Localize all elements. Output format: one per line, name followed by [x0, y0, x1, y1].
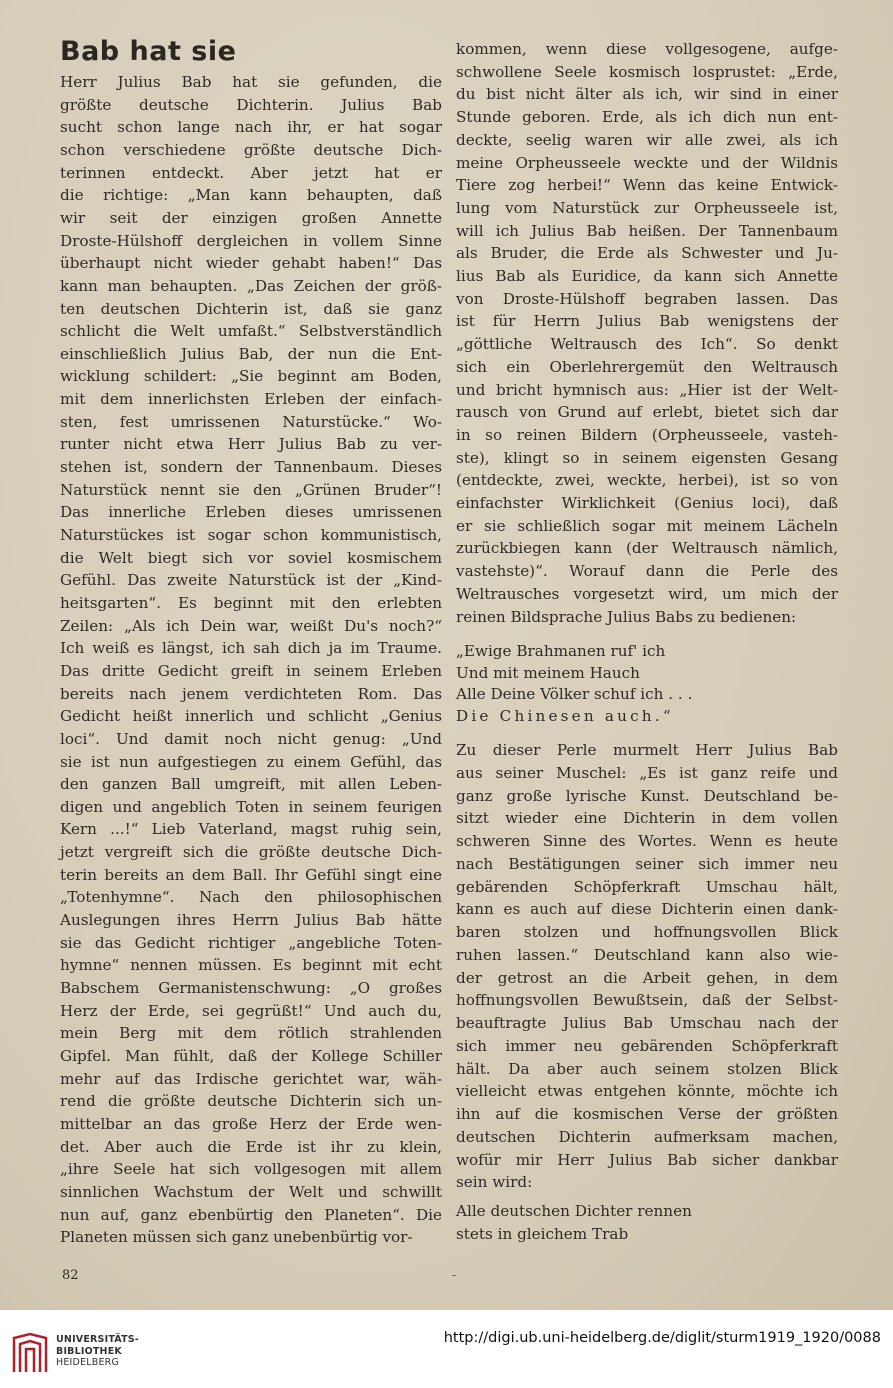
text-line: Droste-Hülshoff dergleichen in vollem Sinne	[60, 231, 442, 250]
text-line: er sie schließlich sogar mit meinem Lächeln	[456, 516, 838, 535]
text-line: ruhen lassen.“ Deutschland kann also wie-	[456, 945, 838, 964]
text-line: Und mit meinem Hauch	[456, 663, 640, 682]
text-line: runter nicht etwa Herr Julius Bab zu ver-	[60, 435, 442, 454]
text-line: wofür mir Herr Julius Bab sicher dankbar	[456, 1150, 838, 1169]
article-title: Bab hat sie	[60, 36, 237, 67]
text-line: der getrost an die Arbeit gehen, in dem	[456, 968, 838, 987]
text-line: Ich weiß es längst, ich sah dich ja im Traume.	[60, 639, 442, 658]
text-line: Naturstückes ist sogar schon kommunistisch,	[60, 526, 442, 544]
text-line: Das dritte Gedicht greift in seinem Erleben	[60, 661, 442, 680]
text-line: loci“. Und damit noch nicht genug: „Und	[60, 729, 442, 748]
text-line: mehr auf das Irdische gerichtet war, wäh-	[60, 1069, 442, 1088]
text-line: vielleicht etwas entgehen könnte, möchte ich	[456, 1082, 838, 1101]
text-line: will ich Julius Bab heißen. Der Tannenbaum	[456, 221, 838, 240]
text-line: Planeten müssen sich ganz unebenbürtig vor-	[60, 1228, 413, 1247]
text-line: einfachster Wirklichkeit (Genius loci), daß	[456, 494, 838, 512]
text-line: kann es auch auf diese Dichterin einen dank-	[456, 900, 838, 919]
text-line: Naturstück nennt sie den „Grünen Bruder“!	[60, 480, 442, 499]
text-line: sinnlichen Wachstum der Welt und schwillt	[60, 1182, 442, 1201]
text-line: „göttliche Weltrausch des Ich“. So denkt	[456, 335, 838, 354]
library-name	[56, 1334, 139, 1369]
text-line: als Bruder, die Erde als Schwester und Ju-	[456, 244, 838, 263]
corner-mark: -	[452, 1268, 457, 1282]
text-line: wir seit der einzigen großen Annette	[60, 208, 442, 227]
text-line: baren stolzen und hoffnungsvollen Blick	[456, 923, 838, 941]
text-line: Alle deutschen Dichter rennen	[456, 1202, 692, 1220]
text-line: Alle Deine Völker schuf ich . . .	[456, 685, 693, 703]
library-line-2: BIBLIOTHEK	[56, 1345, 122, 1357]
text-line: in so reinen Bildern (Orpheusseele, vasteh-	[456, 425, 838, 444]
text-line: sein wird:	[456, 1173, 533, 1192]
text-line: kommen, wenn diese vollgesogene, aufge-	[456, 40, 838, 58]
text-line: schweren Sinne des Wortes. Wenn es heute	[456, 832, 838, 850]
text-line: Kern ...!“ Lieb Vaterland, magst ruhig sein,	[60, 820, 442, 839]
text-line: reinen Bildsprache Julius Babs zu bedienen:	[456, 607, 797, 626]
text-line: du bist nicht älter als ich, wir sind in einer	[456, 85, 838, 104]
text-line: gebärenden Schöpferkraft Umschau hält,	[456, 877, 838, 896]
text-line: „ihre Seele hat sich vollgesogen mit allem	[60, 1160, 442, 1179]
text-line: Die Chinesen auch.“	[456, 706, 674, 725]
text-line: ten deutschen Dichterin ist, daß sie ganz	[60, 299, 442, 318]
text-line: terin bereits an dem Ball. Ihr Gefühl singt eine	[60, 865, 442, 884]
text-line: Gefühl. Das zweite Naturstück ist der „Kind-	[60, 571, 442, 590]
text-line: Herz der Erde, sei gegrüßt!“ Und auch du,	[60, 1001, 442, 1020]
text-line: überhaupt nicht wieder gehabt haben!“ Das	[60, 254, 442, 273]
text-line: meine Orpheusseele weckte und der Wildnis	[456, 153, 838, 172]
text-line: stets in gleichem Trab	[456, 1224, 629, 1243]
text-line: sten, fest umrissenen Naturstücke.“ Wo-	[60, 412, 442, 431]
text-line: Babschem Germanistenschwung: „O großes	[60, 979, 442, 997]
text-line: schlicht die Welt umfaßt.“ Selbstverständlich	[60, 322, 442, 341]
text-line: nun auf, ganz ebenbürtig den Planeten“. Die	[60, 1205, 442, 1224]
text-line: Auslegungen ihres Herrn Julius Bab hätte	[60, 911, 442, 930]
text-line: ste), klingt so in seinem eigensten Gesang	[456, 448, 838, 467]
text-line: die Welt biegt sich vor soviel kosmischem	[60, 548, 442, 567]
text-line: zurückbiegen kann (der Weltrausch nämlich,	[456, 539, 838, 558]
text-line: einschließlich Julius Bab, der nun die Ent-	[60, 344, 442, 363]
text-line: digen und angeblich Toten in seinem feurigen	[60, 797, 442, 816]
text-line: Zu dieser Perle murmelt Herr Julius Bab	[456, 741, 838, 759]
university-library-logo-icon	[10, 1332, 50, 1374]
text-line: die richtige: „Man kann behaupten, daß	[60, 186, 442, 205]
text-line: mein Berg mit dem rötlich strahlenden	[60, 1024, 442, 1043]
text-line: „Ewige Brahmanen ruf' ich	[456, 642, 666, 660]
text-line: von Droste-Hülshoff begraben lassen. Das	[456, 289, 838, 308]
text-line: hält. Da aber auch seinem stolzen Blick	[456, 1059, 838, 1078]
text-line: nach Bestätigungen seiner sich immer neu	[456, 854, 838, 873]
text-line: mit dem innerlichsten Erleben der einfach-	[60, 390, 442, 409]
text-line: und bricht hymnisch aus: „Hier ist der Welt-	[456, 380, 838, 399]
text-line: lius Bab als Euridice, da kann sich Annette	[456, 267, 838, 285]
text-line: deutschen Dichterin aufmerksam machen,	[456, 1127, 838, 1146]
footer-bar	[0, 1310, 893, 1388]
text-line: hymne“ nennen müssen. Es beginnt mit echt	[60, 956, 442, 975]
text-line: größte deutsche Dichterin. Julius Bab	[60, 95, 442, 114]
text-line: „Totenhymne“. Nach den philosophischen	[60, 888, 442, 907]
text-line: ganz große lyrische Kunst. Deutschland be-	[456, 786, 838, 805]
text-line: heitsgarten“. Es beginnt mit den erlebten	[60, 593, 442, 612]
text-line: sie ist nun aufgestiegen zu einem Gefühl, das	[60, 752, 442, 771]
text-line: (entdeckte, zwei, weckte, herbei), ist so von	[456, 471, 838, 490]
text-line: deckte, seelig waren wir alle zwei, als ich	[456, 130, 838, 149]
library-line-1: UNIVERSITÄTS-	[56, 1334, 139, 1345]
text-line: mittelbar an das große Herz der Erde wen-	[60, 1114, 442, 1133]
text-line: jetzt vergreift sich die größte deutsche Dich-	[60, 843, 442, 862]
text-line: Stunde geboren. Erde, als ich dich nun ent-	[456, 108, 838, 127]
library-line-3: HEIDELBERG	[56, 1357, 120, 1368]
text-line: sucht schon lange nach ihr, er hat sogar	[60, 118, 442, 137]
text-line: hoffnungsvollen Bewußtsein, daß der Selbst-	[456, 991, 838, 1010]
text-line: rend die größte deutsche Dichterin sich un-	[60, 1092, 442, 1111]
text-line: Gedicht heißt innerlich und schlicht „Genius	[60, 707, 442, 726]
text-line: ist für Herrn Julius Bab wenigstens der	[456, 312, 838, 331]
text-line: Weltrausches vorgesetzt wird, um mich der	[456, 584, 838, 603]
text-line: den ganzen Ball umgreift, mit allen Leben-	[60, 775, 442, 794]
text-line: kann man behaupten. „Das Zeichen der größ-	[60, 276, 442, 295]
text-line: vastehste)“. Worauf dann die Perle des	[456, 562, 838, 581]
text-line: terinnen entdeckt. Aber jetzt hat er	[60, 163, 442, 182]
text-line: bereits nach jenem verdichteten Rom. Das	[60, 684, 442, 703]
text-line: sie das Gedicht richtiger „angebliche Toten-	[60, 933, 442, 952]
text-line: sich immer neu gebärenden Schöpferkraft	[456, 1036, 838, 1055]
page-number: 82	[62, 1268, 79, 1283]
text-line: Herr Julius Bab hat sie gefunden, die	[60, 73, 442, 91]
text-line: Tiere zog herbei!“ Wenn das keine Entwick-	[456, 176, 838, 195]
text-line: schon verschiedene größte deutsche Dich-	[60, 140, 442, 159]
text-line: sitzt wieder eine Dichterin in dem vollen	[456, 809, 838, 828]
text-line: Das innerliche Erleben dieses umrissenen	[60, 503, 442, 522]
text-line: stehen ist, sondern der Tannenbaum. Dieses	[60, 458, 442, 477]
text-line: schwollene Seele kosmisch losprustet: „Erde,	[456, 62, 838, 81]
text-line: Zeilen: „Als ich Dein war, weißt Du's noch?“	[60, 616, 442, 635]
text-line: wicklung schildert: „Sie beginnt am Boden,	[60, 367, 442, 386]
text-line: lung vom Naturstück zur Orpheusseele ist,	[456, 198, 838, 217]
text-line: sich ein Oberlehrergemüt den Weltrausch	[456, 357, 838, 376]
text-line: Gipfel. Man fühlt, daß der Kollege Schiller	[60, 1046, 442, 1065]
text-line: det. Aber auch die Erde ist ihr zu klein,	[60, 1137, 442, 1156]
text-line: aus seiner Muschel: „Es ist ganz reife und	[456, 763, 838, 782]
text-line: ihn auf die kosmischen Verse der größten	[456, 1105, 838, 1123]
text-line: rausch von Grund auf erlebt, bietet sich dar	[456, 403, 838, 422]
source-url-link[interactable]: http://digi.ub.uni-heidelberg.de/diglit/sturm1919_1920/0088	[443, 1330, 881, 1346]
text-line: beauftragte Julius Bab Umschau nach der	[456, 1014, 838, 1032]
